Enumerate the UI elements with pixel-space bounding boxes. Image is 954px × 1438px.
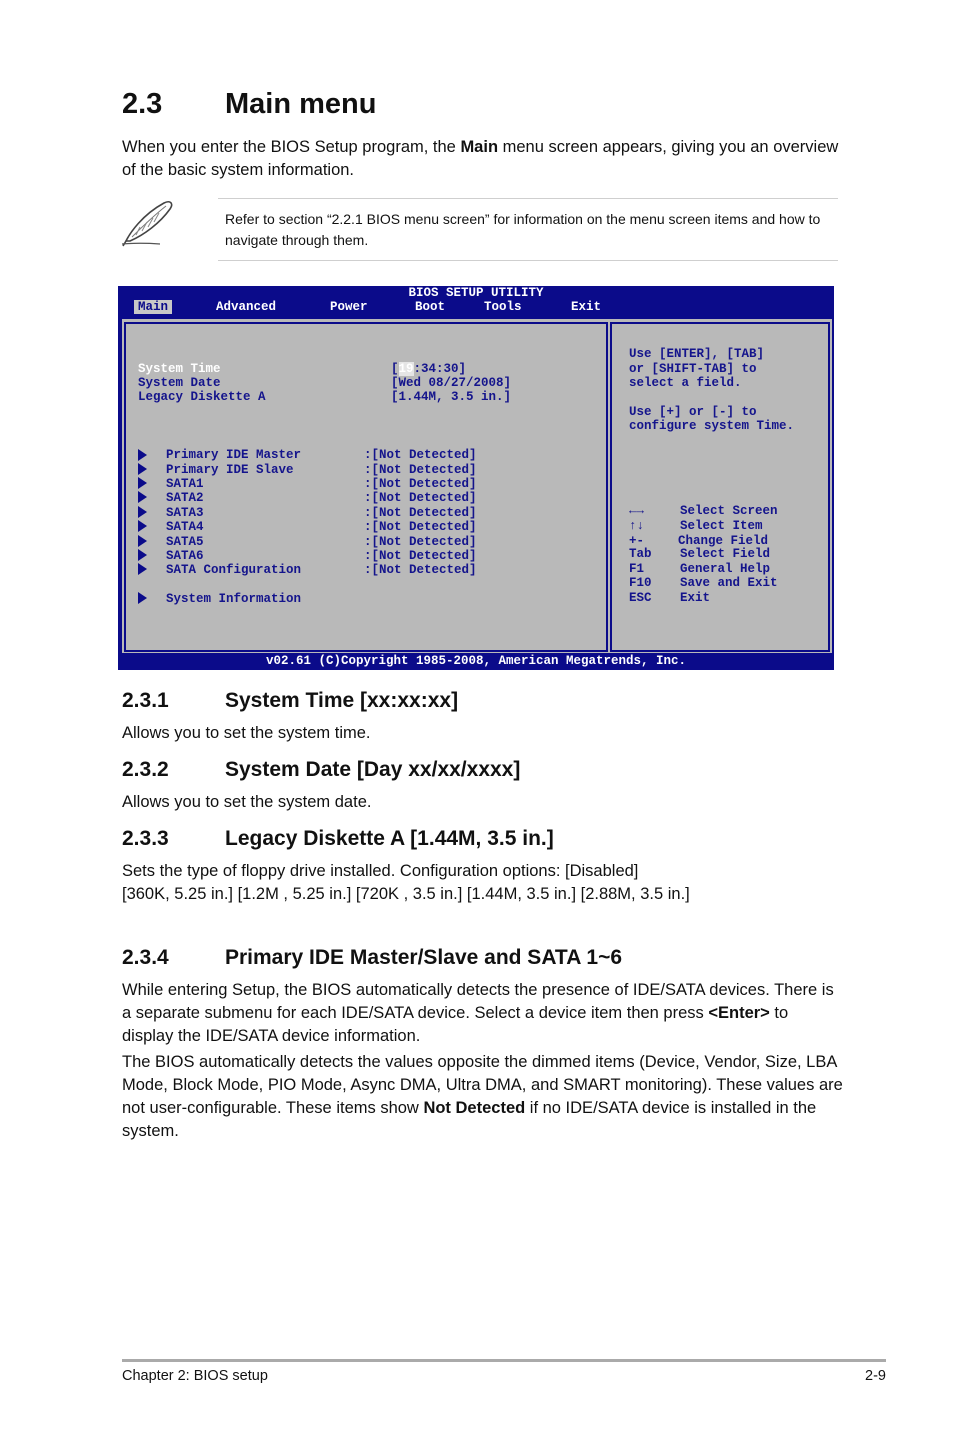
subsection-body-233-line1: Sets the type of floppy drive installed. Configuration options: [Disabled] [122,862,639,880]
subsection-heading-234 [122,946,622,970]
bios-title: BIOS SETUP UTILITY [408,286,544,300]
device-value: :[Not Detected] [364,506,477,520]
submenu-arrow-icon [138,491,147,503]
key-desc: Change Field [678,534,769,548]
subsection-title: Legacy Diskette A [1.44M, 3.5 in.] [225,827,554,850]
device-label[interactable]: SATA1 [166,477,204,491]
key-name: F1 [629,562,645,576]
key-name: ESC [629,591,652,605]
note-box [218,198,838,261]
key-name: F10 [629,576,652,590]
section-title: Main menu [225,88,377,120]
key-desc: Select Field [680,547,771,561]
device-label[interactable]: SATA6 [166,549,204,563]
p1-text: While entering Setup, the BIOS automatically detects the presence of IDE/SATA devices. There is a separate submenu for each IDE/SATA device. Select a device item then press [122,981,834,1022]
time-rest: :34:30] [413,362,467,376]
bios-screen [118,286,834,670]
submenu-arrow-icon [138,477,147,489]
subsection-title: System Time [xx:xx:xx] [225,689,459,712]
p1-text-end: to display the IDE/SATA device information. [122,1004,789,1045]
bios-tab-boot[interactable]: Boot [415,300,446,314]
system-information-item[interactable]: System Information [166,592,302,606]
field-label-system-time[interactable]: System Time [138,362,221,376]
submenu-arrow-icon [138,563,147,575]
field-label-legacy-diskette[interactable]: Legacy Diskette A [138,390,266,404]
note-text: Refer to section “2.2.1 BIOS menu screen” for information on the menu screen items and how to navigate through them. [225,211,821,248]
device-label[interactable]: SATA Configuration [166,563,302,577]
p1-bold: <Enter> [708,1004,770,1022]
p2-text-end: if no IDE/SATA device is installed in the system. [122,1099,817,1140]
subsection-body-233-line2: [360K, 5.25 in.] [1.2M , 5.25 in.] [720K , 3.5 in.] [1.44M, 3.5 in.] [2.88M, 3.5 in.] [122,885,690,903]
subsection-body-234-p1 [122,979,837,1048]
subsection-body-234-p2 [122,1051,844,1143]
key-name: Tab [629,547,652,561]
submenu-arrow-icon [138,549,147,561]
bios-copyright: v02.61 (C)Copyright 1985-2008, American Megatrends, Inc. [265,654,687,668]
bios-tab-exit[interactable]: Exit [571,300,602,314]
subsection-heading-232 [122,758,520,782]
bios-help-pane [610,322,830,652]
device-value: :[Not Detected] [364,477,477,491]
device-label[interactable]: SATA2 [166,491,204,505]
subsection-number: 2.3.4 [122,946,169,969]
help-line: Use [+] or [-] to [629,405,757,419]
key-desc: General Help [680,562,771,576]
left-right-arrows-icon: ←→ [629,504,645,518]
device-label[interactable]: Primary IDE Master [166,448,302,462]
time-hour-selected[interactable]: 19 [398,362,414,376]
bios-tab-main[interactable]: Main [134,300,172,314]
device-label[interactable]: SATA3 [166,506,204,520]
subsection-title: System Date [Day xx/xx/xxxx] [225,758,521,781]
up-down-arrows-icon: ↑↓ [629,519,645,533]
footer-chapter: Chapter 2: BIOS setup [122,1368,268,1384]
plus-minus-icon: +- [629,534,645,548]
submenu-arrow-icon [138,506,147,518]
device-value: :[Not Detected] [364,535,477,549]
help-line: select a field. [629,376,742,390]
device-value: :[Not Detected] [364,563,477,577]
bios-menubar [118,299,834,317]
device-value: :[Not Detected] [364,549,477,563]
p2-text: The BIOS automatically detects the values opposite the dimmed items (Device, Vendor, Size, LBA Mode, Block Mode, PIO Mode, Async DMA, Ultra DMA, and SMART monitoring). These values are not user-configurable. These items show [122,1053,843,1117]
subsection-body-231: Allows you to set the system time. [122,724,371,742]
key-desc: Save and Exit [680,576,778,590]
footer-page-number: 2-9 [865,1368,886,1384]
section-number: 2.3 [122,88,163,120]
footer-rule [122,1359,886,1362]
subsection-title: Primary IDE Master/Slave and SATA 1~6 [225,946,623,969]
submenu-arrow-icon [138,449,147,461]
subsection-number: 2.3.3 [122,827,169,850]
submenu-arrow-icon [138,535,147,547]
subsection-body-232: Allows you to set the system date. [122,793,372,811]
key-desc: Exit [680,591,711,605]
bios-tab-advanced[interactable]: Advanced [216,300,277,314]
subsection-heading-231 [122,689,458,713]
bios-left-pane [124,322,608,652]
device-label[interactable]: SATA5 [166,535,204,549]
section-heading [122,88,376,121]
field-value-system-date[interactable]: [Wed 08/27/2008] [391,376,512,390]
device-value: :[Not Detected] [364,520,477,534]
device-label[interactable]: Primary IDE Slave [166,463,294,477]
intro-text-end: menu screen appears, giving you an overview of the basic system information. [122,138,839,179]
time-bracket: [ [391,362,399,376]
submenu-arrow-icon [138,592,147,604]
device-label[interactable]: SATA4 [166,520,204,534]
bios-body [122,319,832,653]
subsection-heading-233 [122,827,554,851]
intro-text: When you enter the BIOS Setup program, the [122,138,461,156]
bios-tab-power[interactable]: Power [330,300,368,314]
p2-bold: Not Detected [423,1099,526,1117]
help-line: or [SHIFT-TAB] to [629,362,757,376]
intro-bold: Main [460,138,499,156]
field-label-system-date[interactable]: System Date [138,376,221,390]
subsection-number: 2.3.1 [122,689,169,712]
device-value: :[Not Detected] [364,463,477,477]
subsection-number: 2.3.2 [122,758,169,781]
field-value-legacy-diskette[interactable]: [1.44M, 3.5 in.] [391,390,512,404]
help-line: configure system Time. [629,419,795,433]
key-desc: Select Item [680,519,763,533]
device-value: :[Not Detected] [364,448,477,462]
submenu-arrow-icon [138,463,147,475]
help-line: Use [ENTER], [TAB] [629,347,765,361]
key-desc: Select Screen [680,504,778,518]
field-value-system-time[interactable] [391,362,466,376]
submenu-arrow-icon [138,520,147,532]
pen-note-icon [120,197,176,247]
bios-tab-tools[interactable]: Tools [484,300,522,314]
intro-paragraph [122,136,842,182]
device-value: :[Not Detected] [364,491,477,505]
